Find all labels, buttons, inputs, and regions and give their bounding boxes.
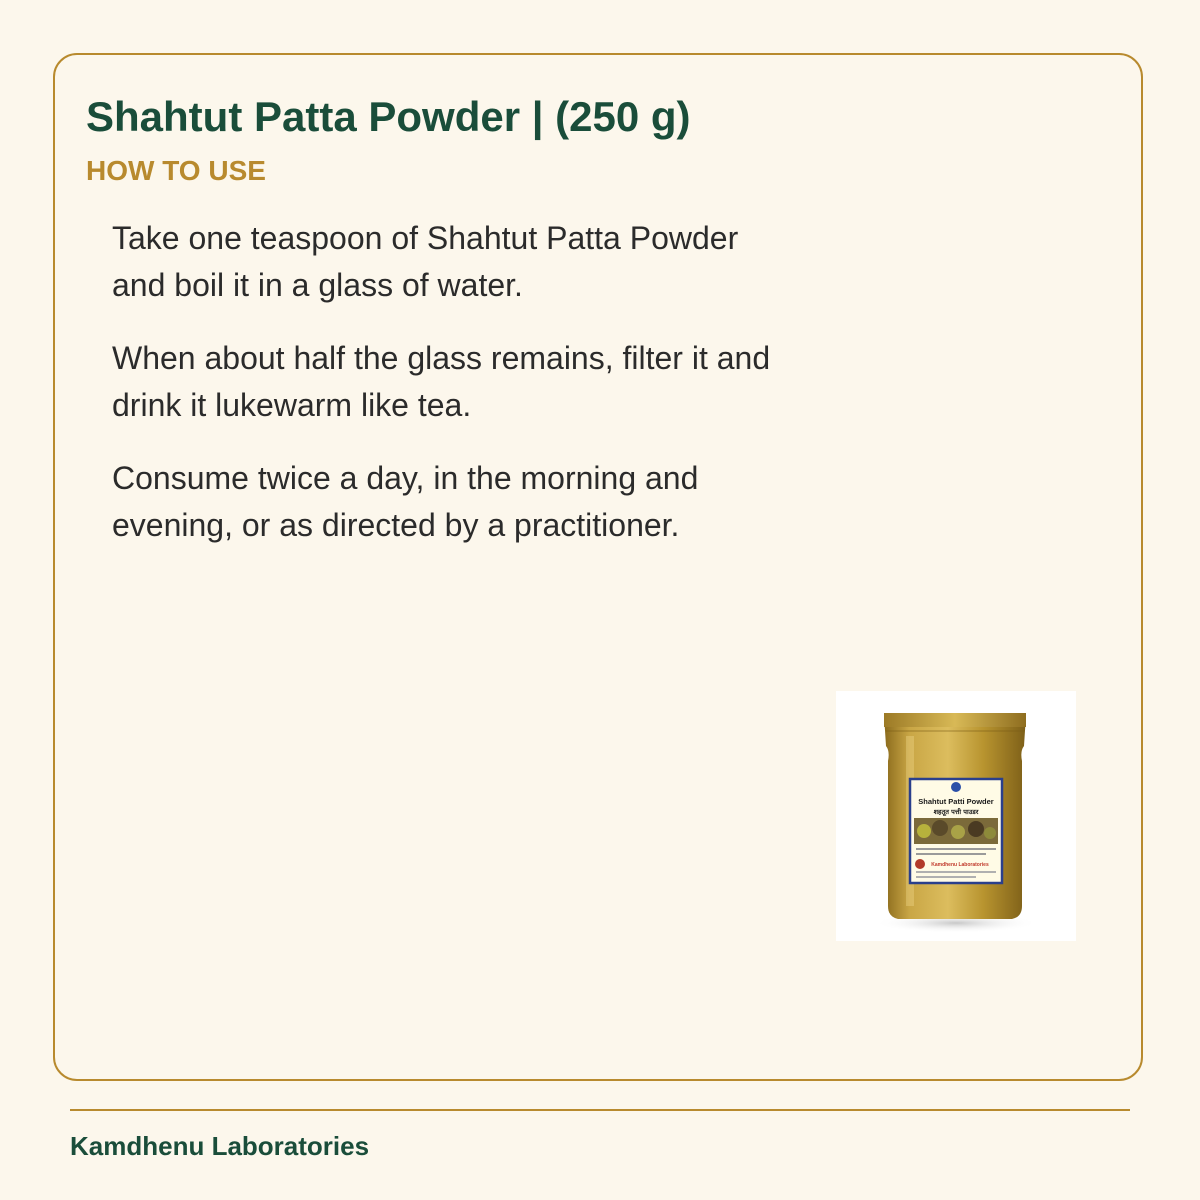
usage-step: Consume twice a day, in the morning and evening, or as directed by a practitioner. xyxy=(112,460,699,543)
usage-steps-list xyxy=(112,215,772,575)
product-card xyxy=(53,53,1143,1081)
package-label-maker: Kamdhenu Laboratories xyxy=(931,862,989,868)
usage-step: Take one teaspoon of Shahtut Patta Powder and boil it in a glass of water. xyxy=(112,220,739,303)
footer-brand-name: Kamdhenu Laboratories xyxy=(70,1131,370,1161)
product-title: Shahtut Patta Powder | (250 g) xyxy=(86,93,691,140)
footer-divider xyxy=(70,1109,1130,1111)
package-label-name: Shahtut Patti Powder xyxy=(918,797,994,806)
usage-step: When about half the glass remains, filter it and drink it lukewarm like tea. xyxy=(112,340,771,423)
package-label-hindi-name: शहतूत पत्ती पाउडर xyxy=(933,808,979,816)
product-package-image xyxy=(836,691,1076,941)
how-to-use-heading: HOW TO USE xyxy=(86,155,266,186)
